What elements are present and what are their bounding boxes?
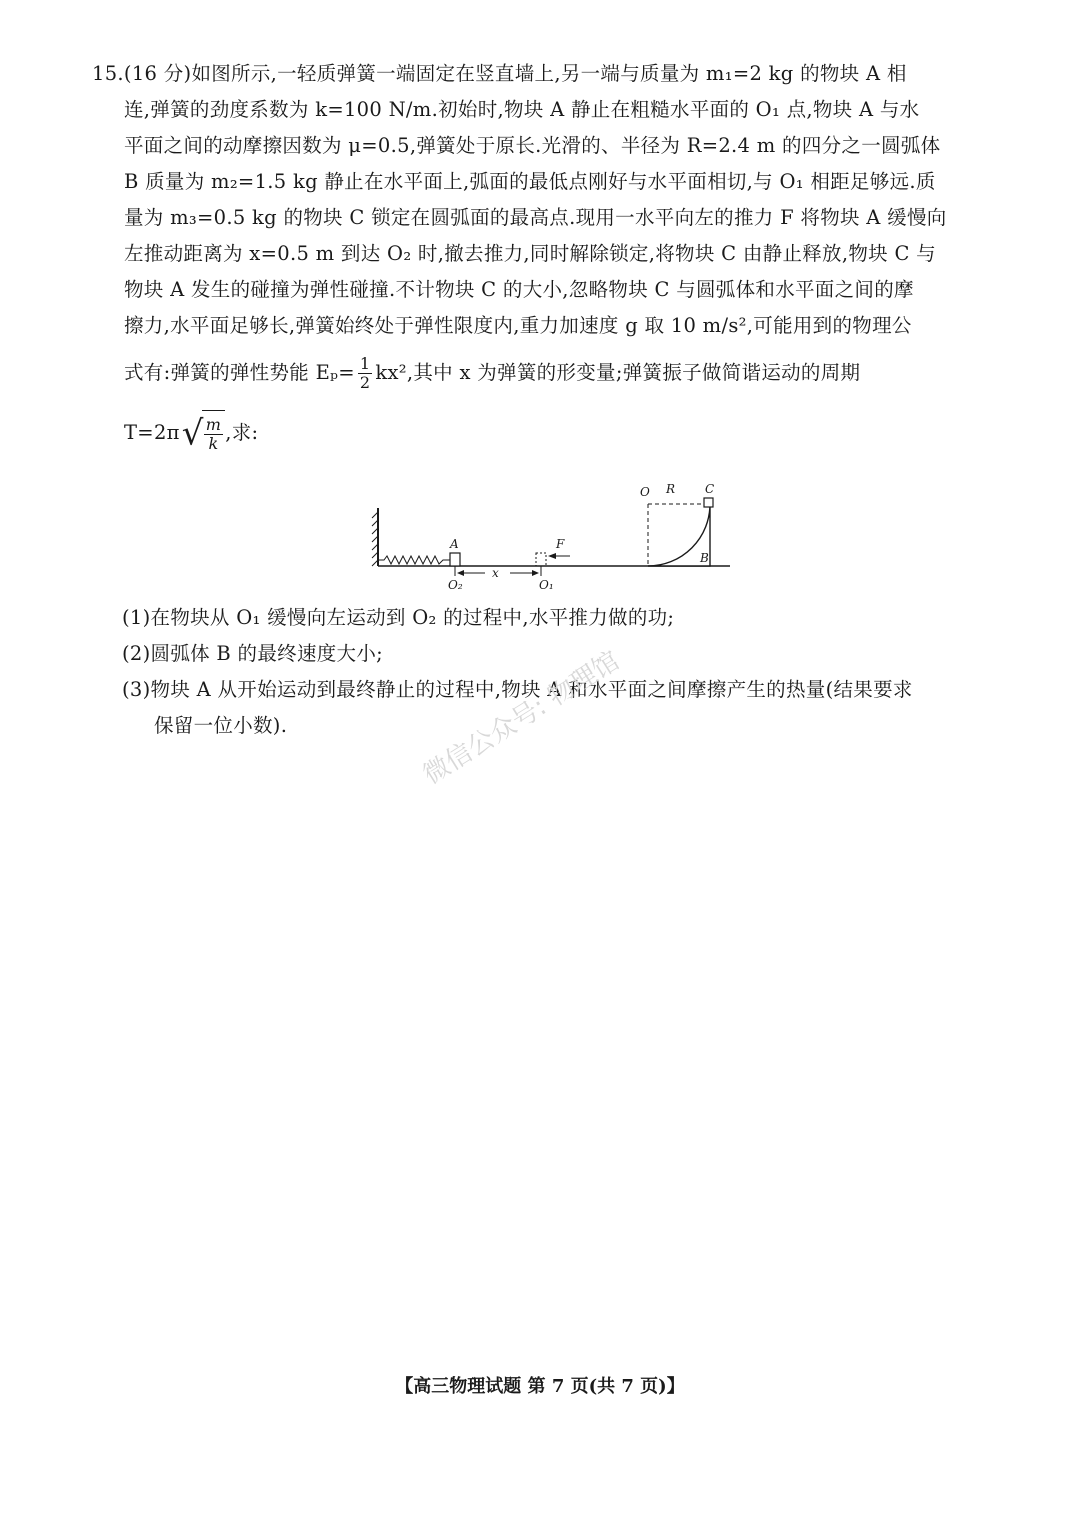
watermark: 微信公众号: 物理馆 bbox=[418, 645, 625, 791]
radicand bbox=[202, 410, 225, 457]
block-c bbox=[704, 498, 713, 507]
x-arrow-left-head bbox=[457, 570, 464, 576]
one-half-fraction bbox=[358, 355, 372, 392]
label-c: C bbox=[705, 482, 715, 496]
period-formula-prefix: T=2π bbox=[124, 421, 180, 444]
page-footer: 【高三物理试题 第 7 页(共 7 页)】 bbox=[395, 1376, 685, 1397]
problem-line-1: 15.(16 分)如图所示,一轻质弹簧一端固定在竖直墙上,另一端与质量为 m₁=2 kg 的物块 A 相 bbox=[92, 62, 907, 85]
radicand-denominator: k bbox=[208, 434, 219, 453]
question-2: (2)圆弧体 B 的最终速度大小; bbox=[122, 642, 384, 665]
problem-statement bbox=[92, 56, 987, 457]
square-root bbox=[182, 410, 225, 457]
problem-line-8: 擦力,水平面足够长,弹簧始终处于弹性限度内,重力加速度 g 取 10 m/s²,可能用到的物理公 bbox=[124, 314, 912, 337]
label-o1: O₁ bbox=[539, 578, 554, 592]
radical-sign: √ bbox=[181, 413, 204, 454]
radicand-numerator: m bbox=[205, 415, 222, 434]
label-o2: O₂ bbox=[448, 578, 463, 592]
problem-line-5: 量为 m₃=0.5 kg 的物块 C 锁定在圆弧面的最高点.现用一水平向左的推力 F 将物块 A 缓慢向 bbox=[124, 206, 947, 229]
problem-line-10 bbox=[92, 410, 987, 457]
fraction-denominator: 2 bbox=[359, 373, 371, 392]
label-r: R bbox=[666, 482, 676, 496]
energy-formula-prefix: 式有:弹簧的弹性势能 Eₚ= bbox=[124, 361, 355, 384]
question-3: (3)物块 A 从开始运动到最终静止的过程中,物块 A 和水平面之间摩擦产生的热量(结果要求 bbox=[122, 678, 913, 701]
problem-line-6: 左推动距离为 x=0.5 m 到达 O₂ 时,撤去推力,同时解除锁定,将物块 C 由静止释放,物块 C 与 bbox=[124, 242, 936, 265]
problem-line-9 bbox=[92, 350, 987, 396]
fraction-numerator: 1 bbox=[359, 354, 371, 373]
label-b: B bbox=[700, 551, 709, 565]
label-x: x bbox=[492, 566, 499, 580]
force-f-head bbox=[548, 553, 556, 559]
problem-line-7: 物块 A 发生的碰撞为弹性碰撞.不计物块 C 的大小,忽略物块 C 与圆弧体和水平面之间的摩 bbox=[124, 278, 914, 301]
problem-line-4: B 质量为 m₂=1.5 kg 静止在水平面上,弧面的最低点刚好与水平面相切,与 O₁ 相距足够远.质 bbox=[124, 170, 936, 193]
energy-formula-suffix: kx²,其中 x 为弹簧的形变量;弹簧振子做简谐运动的周期 bbox=[375, 361, 861, 384]
m-over-k-fraction bbox=[204, 416, 223, 453]
block-a bbox=[450, 553, 460, 566]
label-f: F bbox=[556, 537, 565, 551]
physics-diagram bbox=[370, 476, 740, 596]
x-arrow-right-head bbox=[532, 570, 539, 576]
label-o: O bbox=[640, 485, 650, 499]
question-1: (1)在物块从 O₁ 缓慢向左运动到 O₂ 的过程中,水平推力做的功; bbox=[122, 606, 675, 629]
question-3-continued: 保留一位小数). bbox=[154, 714, 288, 737]
problem-line-2: 连,弹簧的劲度系数为 k=100 N/m.初始时,物块 A 静止在粗糙水平面的 O₁ 点,物块 A 与水 bbox=[124, 98, 920, 121]
problem-line-3: 平面之间的动摩擦因数为 μ=0.5,弹簧处于原长.光滑的、半径为 R=2.4 m 的四分之一圆弧体 bbox=[124, 134, 941, 157]
spring bbox=[378, 556, 450, 564]
label-a: A bbox=[450, 537, 459, 551]
block-a-initial-dashed bbox=[536, 553, 546, 566]
period-formula-suffix: ,求: bbox=[225, 421, 259, 444]
